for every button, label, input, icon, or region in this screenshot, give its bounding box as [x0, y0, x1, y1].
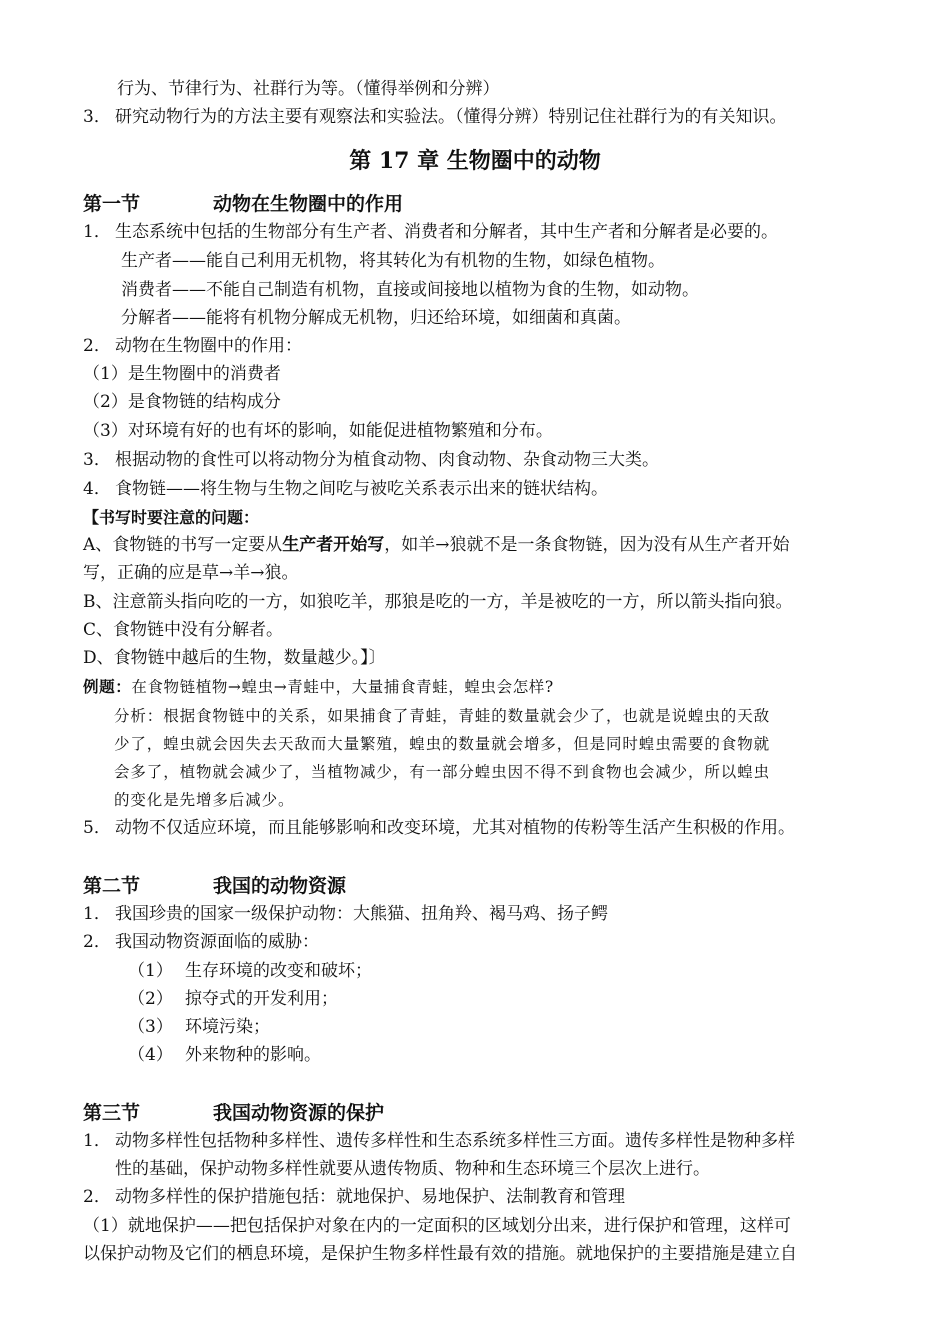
analysis-line: 的变化是先增多后减少。 [114, 791, 295, 809]
note-d: D、食物链中越后的生物，数量越少。】〕 [83, 648, 386, 668]
threat-number: （4） [128, 1045, 173, 1065]
in-situ-protection-line-1: （1）就地保护——把包括保护对象在内的一定面积的区域划分出来，进行保护和管理，这样可 [83, 1216, 791, 1236]
threat-text: 生存环境的改变和破坏； [185, 961, 372, 981]
note-a-text: A、食物链的书写一定要从 [83, 535, 283, 555]
item-number: 2． [83, 336, 111, 356]
note-a-continuation: 写，正确的应是草→羊→狼。 [83, 563, 299, 583]
section-label: 第二节 [83, 875, 141, 897]
item-text: 生态系统中包括的生物部分有生产者、消费者和分解者，其中生产者和分解者是必要的。 [115, 222, 778, 242]
threat-number: （2） [128, 989, 173, 1009]
section-title: 我国动物资源的保护 [213, 1102, 385, 1124]
analysis-line: 分析：根据食物链中的关系，如果捕食了青蛙，青蛙的数量就会少了，也就是说蝗虫的天敌 [114, 707, 771, 725]
example-text: 在食物链植物→蝗虫→青蛙中，大量捕食青蛙，蝗虫会怎样? [131, 678, 554, 696]
chapter-title: 第 17 章 生物圈中的动物 [349, 148, 601, 174]
role-2: （2）是食物链的结构成分 [83, 392, 281, 412]
role-3: （3）对环境有好的也有坏的影响，如能促进植物繁殖和分布。 [83, 421, 553, 441]
item-number: 4． [83, 479, 111, 499]
section-label: 第三节 [83, 1102, 141, 1124]
item-text: 根据动物的食性可以将动物分为植食动物、肉食动物、杂食动物三大类。 [115, 450, 659, 470]
item-text: 我国珍贵的国家一级保护动物：大熊猫、扭角羚、褐马鸡、扬子鳄 [115, 904, 608, 924]
item-number: 3． [83, 107, 111, 127]
item-text: 动物多样性包括物种多样性、遗传多样性和生态系统多样性三方面。遗传多样性是物种多样 [115, 1131, 795, 1151]
top-line-1: 行为、节律行为、社群行为等。（懂得举例和分辨） [117, 79, 500, 99]
threat-text: 掠夺式的开发利用； [185, 989, 338, 1009]
threat-text: 外来物种的影响。 [185, 1045, 321, 1065]
note-c: C、食物链中没有分解者。 [83, 620, 284, 640]
s3-item-1-continuation: 性的基础，保护动物多样性就要从遗传物质、物种和生态环境三个层次上进行。 [115, 1159, 710, 1179]
analysis-line: 少了，蝗虫就会因失去天敌而大量繁殖，蝗虫的数量就会增多，但是同时蝗虫需要的食物就 [114, 735, 771, 753]
example-question [83, 677, 554, 697]
threat-number: （1） [128, 961, 173, 981]
section-title: 我国的动物资源 [213, 875, 347, 897]
note-b: B、注意箭头指向吃的一方，如狼吃羊，那狼是吃的一方，羊是被吃的一方，所以箭头指向狼。 [83, 592, 793, 612]
note-a-text-cont: ，如羊→狼就不是一条食物链，因为没有从生产者开始 [384, 535, 790, 555]
item-text: 研究动物行为的方法主要有观察法和实验法。（懂得分辨）特别记住社群行为的有关知识。 [115, 107, 787, 127]
section-2-heading [83, 875, 347, 897]
item-number: 5． [83, 818, 111, 838]
notes-heading: 【书写时要注意的问题： [83, 508, 260, 527]
note-a-emphasis: 生产者开始写 [282, 535, 385, 555]
item-number: 1． [83, 1131, 111, 1151]
section-title: 动物在生物圈中的作用 [213, 193, 404, 215]
item-text: 动物多样性的保护措施包括：就地保护、易地保护、法制教育和管理 [115, 1187, 625, 1207]
example-label: 例题： [83, 677, 132, 696]
item-text: 动物在生物圈中的作用： [115, 336, 302, 356]
section-3-heading [83, 1102, 385, 1124]
threat-text: 环境污染； [185, 1017, 270, 1037]
analysis-line: 会多了，植物就会减少了，当植物减少，有一部分蝗虫因不得不到食物也会减少，所以蝗虫 [114, 763, 771, 781]
item-number: 1． [83, 222, 111, 242]
item-number: 2． [83, 1187, 111, 1207]
section-1-heading [83, 193, 404, 215]
threat-number: （3） [128, 1017, 173, 1037]
item-number: 2． [83, 932, 111, 952]
producer-definition: 生产者——能自己利用无机物，将其转化为有机物的生物，如绿色植物。 [121, 251, 665, 271]
section-label: 第一节 [83, 193, 141, 215]
item-number: 1． [83, 904, 111, 924]
item-text: 我国动物资源面临的威胁： [115, 932, 319, 952]
in-situ-protection-line-2: 以保护动物及它们的栖息环境，是保护生物多样性最有效的措施。就地保护的主要措施是建立自 [83, 1244, 797, 1264]
item-number: 3． [83, 450, 111, 470]
note-a [83, 535, 790, 555]
consumer-definition: 消费者——不能自己制造有机物，直接或间接地以植物为食的生物，如动物。 [121, 280, 699, 300]
role-1: （1）是生物圈中的消费者 [83, 364, 281, 384]
decomposer-definition: 分解者——能将有机物分解成无机物，归还给环境，如细菌和真菌。 [121, 308, 631, 328]
item-text: 食物链——将生物与生物之间吃与被吃关系表示出来的链状结构。 [115, 479, 608, 499]
item-text: 动物不仅适应环境，而且能够影响和改变环境，尤其对植物的传粉等生活产生积极的作用。 [115, 818, 795, 838]
